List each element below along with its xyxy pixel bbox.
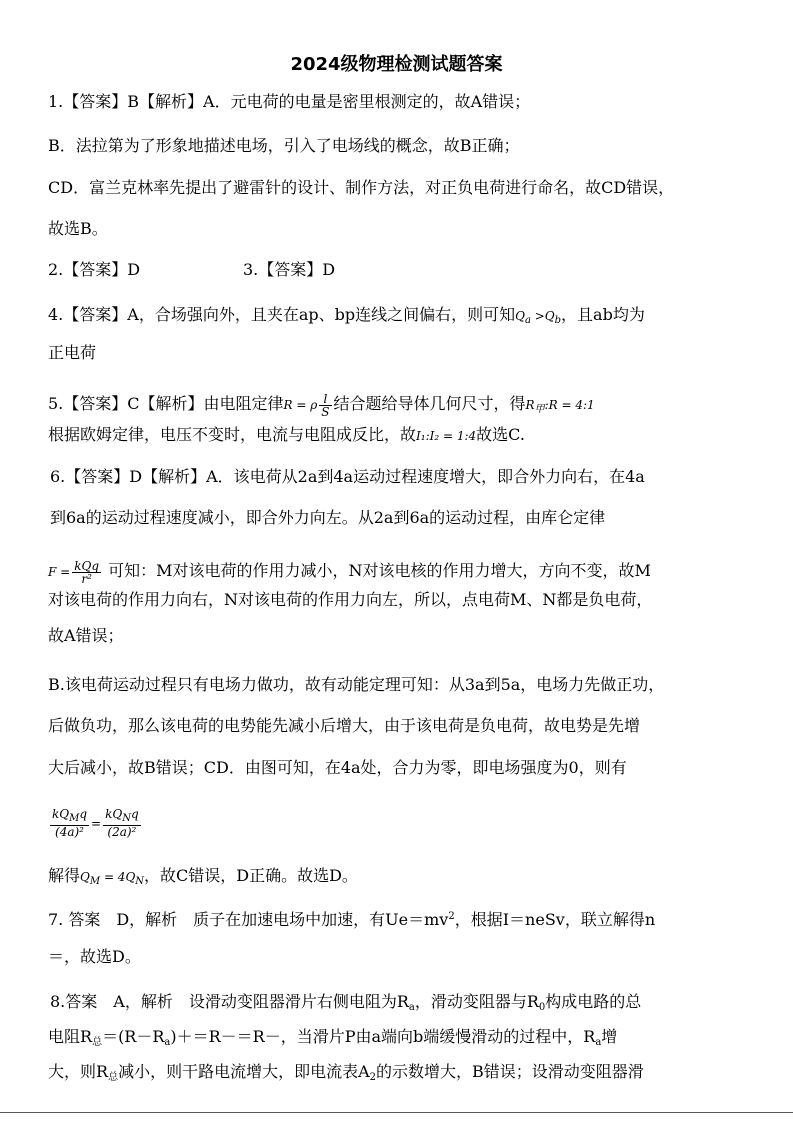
q8-line1: 8.答案 A，解析 设滑动变阻器滑片右侧电阻为$R_a$，滑动变阻器与$R_0$构成电路的总 [50,992,642,1013]
q6-line2: 到6a的运动过程速度减小，即合外力向左。从2a到6a的运动过程，由库仑定律 [50,508,606,527]
current-ratio-formula: I₁:I₂ = 1:4 [416,429,477,443]
q4-line1 [48,305,645,331]
page-title: 2024级物理检测试题答案 [290,54,503,75]
q1-line4: 故选B。 [48,219,108,238]
q4-text-b: ，且ab均为 [561,305,645,324]
q5-line2: 根据欧姆定律，电压不变时，电流与电阻成反比，故I₁:I₂ = 1:4故选C. [48,425,525,444]
q8-line2: 电阻$R_总=(R-R_a)+=R-=R-$，当滑片P由a端向b端缓慢滑动的过程中，$R_a$增 [48,1027,618,1048]
q3-answer: 3.【答案】D [243,260,336,279]
q6-line6: B.该电荷运动过程只有电场力做功，故有动能定理可知：从3a到5a，电场力先做正功， [48,675,665,694]
q6-line3: F = $\frac{\text{kQq}}{\text{r²}}$ 可知：M对该电荷的作用力减小，N对该电核的作用力增大，方向不变，故M [48,559,651,586]
q7-line2: ＝，故选D。 [48,947,141,966]
q1-line1: 1.【答案】B【解析】A．元电荷的电量是密里根测定的，故A错误； [48,92,531,111]
q6-line8: 大后减小，故B错误；CD．由图可知，在4a处，合力为零，即电场强度为0，则有 [48,758,627,777]
page-bottom-divider [0,1112,793,1113]
charge-result-formula: $Q_M = 4Q_N$ [80,870,145,887]
q6-equilibrium-equation: $\frac{kQ_Mq}{\text{(4a)²}}$ = $\frac{kQ_Nq}{\text{(2a)²}}$ [52,807,139,839]
q6-line4: 对该电荷的作用力向右，N对该电荷的作用力向左，所以，点电荷M、N都是负电荷， [48,590,653,609]
q4-text-a: 4.【答案】A，合场强向外，且夹在ap、bp连线之间偏右，则可知 [48,305,516,324]
q6-line9: 解得$Q_M = 4Q_N$，故C错误，D正确。故选D。 [48,866,358,887]
q2-answer: 2.【答案】D [48,260,141,279]
q4-formula: $Q_a >Q_b$ [515,309,562,326]
q7-line1: 7. 答案 D，解析 质子在加速电场中加速，有$Ue=mv^2$，根据I＝neSv，联立解得n [48,910,656,929]
q4-line2: 正电荷 [48,343,97,362]
q5-line1: 5.【答案】C【解析】由电阻定律R = ρ $\frac{l}{S}$ 结合题给导体几何尺寸，得$R_甲:R$ = 4:1 [48,392,595,419]
q6-line7: 后做负功，那么该电荷的电势能先减小后增大，由于该电荷是负电荷，故电势是先增 [48,716,641,735]
resistance-law-formula: R = ρ $\frac{l}{S}$ [283,392,330,419]
coulomb-law-formula: F = $\frac{\text{kQq}}{\text{r²}}$ [48,559,99,586]
resistance-ratio-formula: $R_甲:R$ = 4:1 [525,398,595,415]
q1-line3: CD．富兰克林率先提出了避雷针的设计、制作方法，对正负电荷进行命名，故CD错误， [48,178,675,197]
q6-line1: 6.【答案】D【解析】A．该电荷从2a到4a运动过程速度增大，即合外力向右，在4a [50,467,645,486]
q1-line2: B．法拉第为了形象地描述电场，引入了电场线的概念，故B正确； [48,136,520,155]
q6-line5: 故A错误； [48,626,124,645]
q8-line3: 大，则$R_总$减小，则干路电流增大，即电流表$A_2$的示数增大，B错误；设滑动变阻器滑 [48,1062,644,1083]
